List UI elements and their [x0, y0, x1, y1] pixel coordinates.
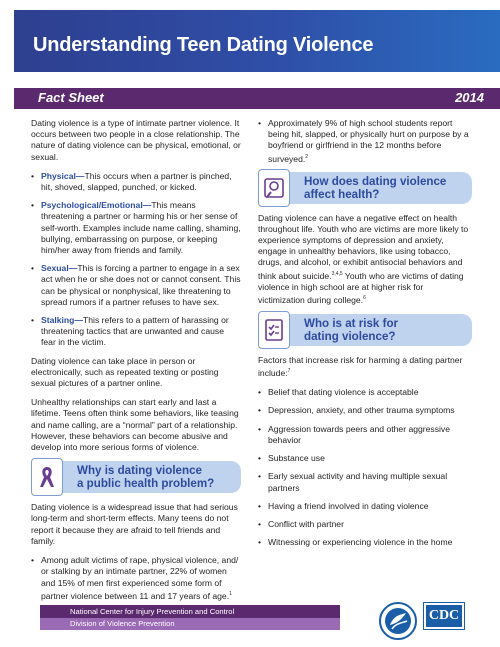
term-psychological: Psychological/Emotional—: [41, 200, 152, 211]
header: [0, 0, 500, 86]
electronic-paragraph: Dating violence can take place in person or electronically, such as repeated texting or posting sexual pictures of a partner online.: [31, 355, 219, 389]
term-psychological-text: This means threatening a partner or harming his or her sense of self-worth. Examples include name calling, shaming, bullying, embarrassing on purpose, or keeping him/her away from friends and family.: [41, 200, 241, 256]
stethoscope-icon: [258, 169, 290, 207]
health-text-tail: Youth who are victims of dating violence in high school are at higher risk for victimization during college.: [258, 270, 464, 305]
section-title-line1: Why is dating violence: [77, 464, 202, 478]
list-item: • Aggression towards peers and other aggressive behavior: [258, 424, 472, 446]
section-title: [77, 464, 214, 490]
footer: [0, 601, 500, 647]
section-title-line2: a public health problem?: [77, 477, 215, 491]
stats-list-left: [31, 555, 241, 602]
page-title: Understanding Teen Dating Violence: [33, 34, 374, 56]
list-item: • Depression, anxiety, and other trauma symptoms: [258, 405, 472, 416]
footnote-ref: 7: [287, 368, 291, 375]
list-item: [258, 118, 472, 165]
list-item: [31, 171, 241, 193]
term-stalking: Stalking—: [41, 315, 84, 326]
section-title-line2: dating violence?: [304, 330, 396, 344]
term-stalking-text: This refers to a pattern of harassing or threatening tactics that are unwanted and cause fear in the victim.: [41, 315, 229, 348]
list-item: [31, 263, 241, 308]
footnote-ref: 2: [305, 153, 309, 160]
fact-sheet-year: 2014: [455, 90, 484, 105]
list-item: [31, 315, 241, 349]
hhs-seal-icon: [378, 601, 418, 641]
list-item: • Early sexual activity and having multiple sexual partners: [258, 471, 472, 493]
section-title-line2: affect health?: [304, 187, 380, 201]
section-header-public-health: [31, 461, 241, 493]
section-header-health: [258, 172, 472, 204]
footnote-ref: 6: [363, 294, 366, 301]
section-title: [304, 175, 446, 201]
right-column: [258, 118, 472, 555]
cdc-logo: CDC: [424, 603, 464, 629]
risk-intro-text: Factors that increase risk for harming a dating partner include:: [258, 355, 463, 379]
stat-text: Among adult victims of rape, physical violence, and/ or stalking by an intimate partner, 22% of women and 15% of men first experienced some form of partner violence between 11 and 17 years of age.: [41, 555, 239, 601]
list-item: [31, 555, 241, 602]
section-title-line1: How does dating violence: [304, 174, 447, 188]
fact-sheet-bar: [14, 88, 500, 109]
term-sexual-text: This is forcing a partner to engage in a sex act when he or she does not or cannot consent. This can be physical or nonphysical, like threatening to spread rumors if a partner refuses to have sex.: [41, 263, 241, 307]
footer-center-name: National Center for Injury Prevention and Control: [70, 607, 235, 616]
intro-paragraph: Dating violence is a type of intimate partner violence. It occurs between two people in a close relationship. The nature of dating violence can be physical, emotional, or sexual.: [31, 118, 241, 162]
section-title: [304, 317, 398, 343]
footnote-ref: 1: [229, 590, 232, 597]
ribbon-icon: [31, 458, 63, 496]
section-header-risk: [258, 314, 472, 346]
term-physical-text: This occurs when a partner is pinched, hit, shoved, slapped, punched, or kicked.: [41, 170, 232, 193]
risk-factors-list: [258, 387, 472, 548]
stat-text: Approximately 9% of high school students report being hit, slapped, or physically hurt on purpose by a boyfriend or girlfriend in the 12 months before surveyed.: [268, 118, 469, 164]
section-title-line1: Who is at risk for: [304, 317, 399, 331]
violence-types-list: [31, 171, 241, 349]
risk-intro-paragraph: [258, 355, 472, 379]
list-item: • Belief that dating violence is acceptable: [258, 387, 472, 398]
health-text: Dating violence can have a negative effect on health throughout life. Youth who are victims are more likely to experience symptoms of depression and anxiety, engage in unhealthy behaviors, like using tobacco, drugs, and alcohol, or exhibit antisocial behaviors and think about suicide.: [258, 212, 469, 281]
term-sexual: Sexual—: [41, 263, 78, 274]
widespread-paragraph: Dating violence is a widespread issue that had serious long-term and short-term effects. Many teens do not report it because they are afraid to tell friends and family.: [31, 502, 238, 546]
health-paragraph: [258, 213, 472, 306]
checklist-icon: [258, 311, 290, 349]
footer-division-name: Division of Violence Prevention: [70, 619, 175, 628]
list-item: • Having a friend involved in dating violence: [258, 501, 472, 512]
term-physical: Physical—: [41, 170, 85, 181]
list-item: • Conflict with partner: [258, 519, 472, 530]
left-column: [31, 118, 241, 609]
fact-sheet-label: Fact Sheet: [38, 90, 104, 105]
list-item: [31, 200, 241, 256]
unhealthy-paragraph: Unhealthy relationships can start early and last a lifetime. Teens often think some behaviors, like teasing and name calling, are a “normal” part of a relationship. However, these behaviors can become abusive and develop into more serious forms of violence.: [31, 397, 239, 453]
footnote-ref: 3,4,5: [331, 270, 343, 277]
list-item: • Substance use: [258, 453, 472, 464]
stats-list-right: [258, 118, 472, 165]
list-item: • Witnessing or experiencing violence in the home: [258, 537, 472, 548]
